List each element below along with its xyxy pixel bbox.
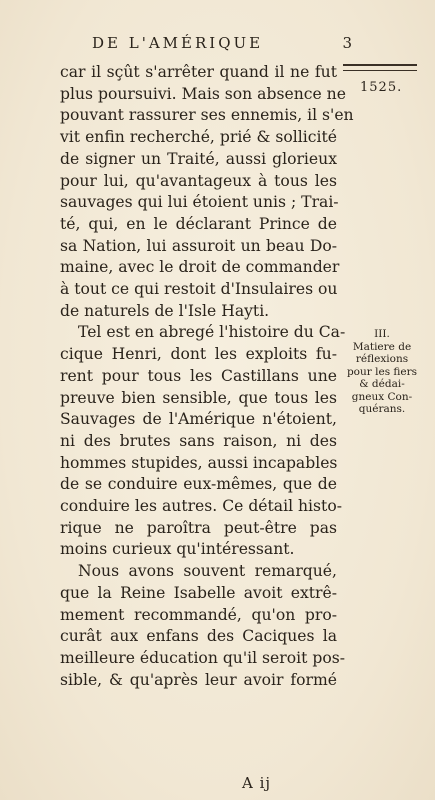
text-line: pour lui, qu'avantageux à tous les: [60, 171, 337, 190]
margin-year: 1525.: [360, 80, 403, 95]
running-header: [92, 34, 352, 52]
page-number: 3: [342, 34, 352, 52]
body-text: [60, 62, 354, 691]
text-line: de se conduire eux-mêmes, que de: [60, 475, 337, 494]
margin-note-line: réflexions: [355, 353, 409, 365]
text-line: mement recommandé, qu'on pro-: [60, 605, 337, 624]
text-line: de naturels de l'Isle Hayti.: [60, 301, 270, 320]
text-line: vit enfin recherché, prié & sollicité: [60, 128, 337, 147]
text-line: sa Nation, lui assuroit un beau Do-: [60, 236, 337, 255]
text-line: hommes stupides, aussi incapables: [60, 453, 338, 472]
paragraph-start-line: Nous avons souvent remarqué,: [78, 562, 337, 581]
text-line: sauvages qui lui étoient unis ; Trai-: [60, 193, 339, 212]
text-line: pouvant rassurer ses ennemis, il s'en: [60, 106, 354, 125]
text-line: de signer un Traité, aussi glorieux: [60, 149, 337, 168]
text-line: car il sçût s'arrêter quand il ne fut: [60, 63, 337, 81]
text-line: preuve bien sensible, que tous les: [60, 388, 337, 407]
margin-note-line: pour les fiers: [346, 365, 418, 378]
paragraph-start-line: Tel est en abregé l'histoire du Ca-: [78, 323, 346, 342]
signature-mark: A ij: [242, 774, 272, 792]
text-line: maine, avec le droit de commander: [60, 258, 340, 277]
text-line: plus poursuivi. Mais son absence ne: [60, 84, 346, 103]
text-line: sible, & qu'après leur avoir formé: [60, 670, 337, 689]
text-line: ni des brutes sans raison, ni des: [60, 431, 337, 450]
margin-note-line: gneux Con-: [351, 390, 413, 403]
text-line: à tout ce qui restoit d'Insulaires ou: [60, 280, 338, 299]
margin-note-line: quérans.: [358, 403, 406, 415]
text-line: meilleure éducation qu'il seroit pos-: [60, 648, 345, 667]
text-line: cique Henri, dont les exploits fu-: [60, 345, 337, 364]
margin-note-line: Matiere de: [352, 340, 412, 353]
text-line: Sauvages de l'Amérique n'étoient,: [60, 410, 337, 429]
text-line: conduire les autres. Ce détail histo-: [60, 497, 342, 516]
margin-note: [341, 328, 423, 416]
running-title: DE L'AMÉRIQUE: [92, 34, 264, 52]
margin-note-line: III.: [374, 328, 390, 340]
margin-note-line: & dédai-: [359, 378, 405, 390]
margin-rule: [343, 64, 417, 71]
text-line: rique ne paroîtra peut-être pas: [60, 518, 337, 537]
text-line: moins curieux qu'intéressant.: [60, 540, 295, 559]
text-line: rent pour tous les Castillans une: [60, 366, 337, 385]
text-line: curât aux enfans des Caciques la: [60, 627, 337, 646]
text-line: que la Reine Isabelle avoit extrê-: [60, 583, 337, 602]
text-line: té, qui, en le déclarant Prince de: [60, 214, 337, 233]
